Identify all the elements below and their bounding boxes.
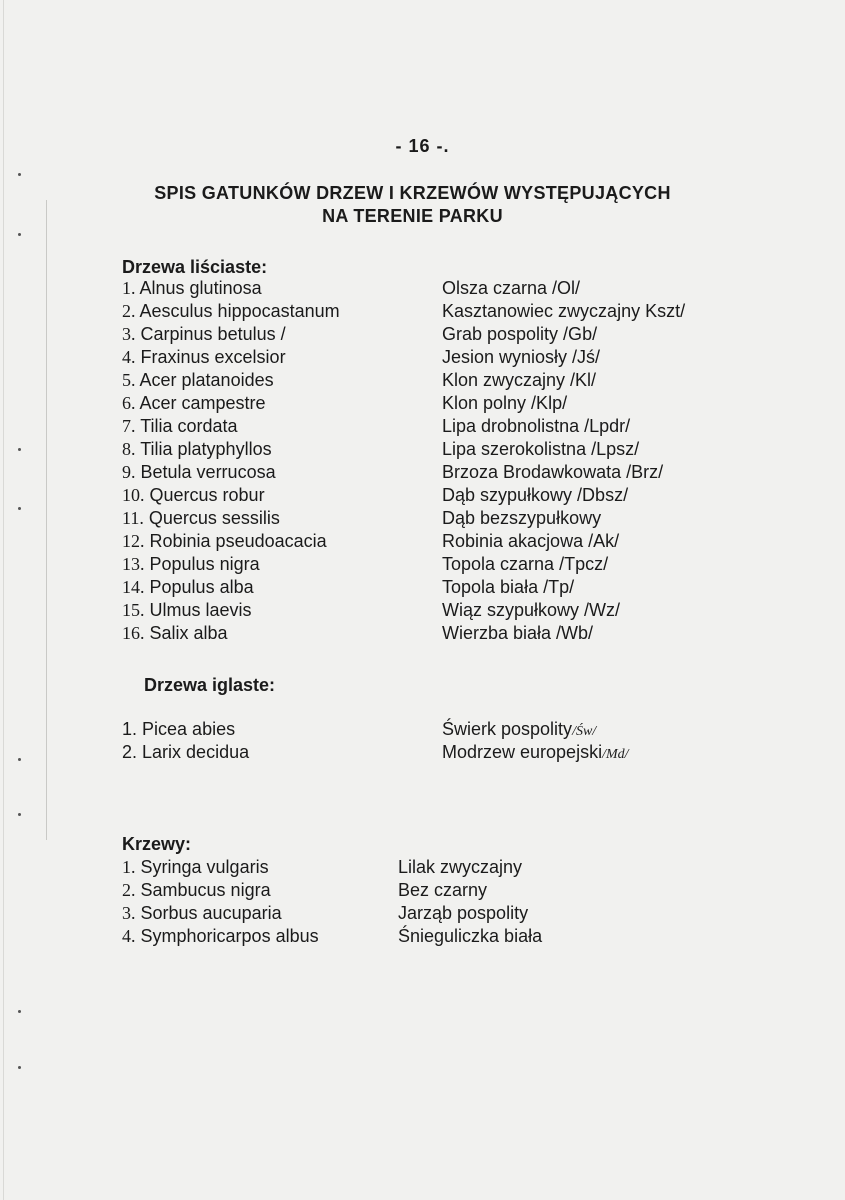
list-number: 9. (122, 462, 136, 482)
latin-name-text: Tilia platyphyllos (140, 439, 272, 459)
species-latin-name (122, 622, 228, 645)
page-number: - 16 -. (395, 136, 450, 156)
latin-name-text: Larix decidua (142, 742, 250, 762)
species-polish-name (398, 856, 522, 879)
species-latin-name (122, 346, 286, 369)
list-number: 2. (122, 742, 138, 762)
species-latin-name (122, 392, 266, 415)
list-number: 14. (122, 577, 145, 597)
species-polish-name (442, 461, 663, 484)
scan-speck (18, 813, 21, 816)
species-latin-name (122, 530, 327, 553)
document-subtitle: NA TERENIE PARKU (322, 206, 503, 226)
species-polish-name (442, 484, 628, 507)
species-latin-name (122, 277, 262, 300)
list-number: 13. (122, 554, 145, 574)
list-number: 11. (122, 508, 144, 528)
list-number: 5. (122, 370, 136, 390)
latin-name-text: Tilia cordata (140, 416, 238, 436)
scan-speck (18, 448, 21, 451)
species-latin-name (122, 599, 252, 622)
latin-name-text: Populus nigra (149, 554, 260, 574)
polish-name-text: Jesion wyniosły /Jś/ (442, 347, 601, 367)
polish-name-text: Świerk pospolity (442, 719, 573, 739)
species-polish-name (442, 300, 685, 323)
handwritten-abbreviation: /Św/ (572, 724, 597, 739)
latin-name-text: Robinia pseudoacacia (149, 531, 327, 551)
latin-name-text: Fraxinus excelsior (140, 347, 286, 367)
polish-name-text: Lipa drobnolistna /Lpdr/ (442, 416, 631, 436)
list-number: 8. (122, 439, 136, 459)
species-polish-name (442, 323, 597, 346)
polish-name-text: Grab pospolity /Gb/ (442, 324, 598, 344)
polish-name-text: Topola biała /Tp/ (442, 577, 575, 597)
list-number: 4. (122, 347, 136, 367)
latin-name-text: Quercus robur (149, 485, 265, 505)
polish-name-text: Brzoza Brodawkowata /Brz/ (442, 462, 664, 482)
species-polish-name (398, 902, 528, 925)
latin-name-text: Acer platanoides (139, 370, 274, 390)
polish-name-text: Klon polny /Klp/ (442, 393, 568, 413)
section-heading-shrubs: Krzewy: (122, 834, 192, 854)
species-polish-name (442, 369, 596, 392)
latin-name-text: Betula verrucosa (140, 462, 276, 482)
species-latin-name (122, 369, 274, 392)
list-number: 3. (122, 324, 136, 344)
species-latin-name (122, 507, 280, 530)
scan-speck (18, 173, 21, 176)
species-polish-name (442, 741, 629, 766)
polish-name-text: Śnieguliczka biała (398, 926, 543, 946)
latin-name-text: Picea abies (142, 719, 236, 739)
polish-name-text: Dąb szypułkowy /Dbsz/ (442, 485, 629, 505)
species-polish-name (442, 392, 567, 415)
species-latin-name (122, 925, 319, 948)
species-latin-name (122, 461, 276, 484)
latin-name-text: Quercus sessilis (148, 508, 280, 528)
species-latin-name (122, 576, 254, 599)
list-number: 7. (122, 416, 136, 436)
list-number: 2. (122, 880, 136, 900)
list-number: 15. (122, 600, 145, 620)
section-heading-conifers: Drzewa iglaste: (144, 675, 276, 695)
species-latin-name (122, 300, 340, 323)
species-latin-name (122, 438, 272, 461)
species-polish-name (442, 530, 619, 553)
polish-name-text: Modrzew europejski (442, 742, 603, 762)
polish-name-text: Jarząb pospolity (398, 903, 529, 923)
list-number: 1. (122, 278, 136, 298)
species-polish-name (442, 718, 596, 743)
section-heading-deciduous: Drzewa liściaste: (122, 257, 268, 277)
polish-name-text: Topola czarna /Tpcz/ (442, 554, 609, 574)
species-latin-name (122, 741, 249, 764)
scan-speck (18, 507, 21, 510)
species-latin-name (122, 879, 271, 902)
polish-name-text: Olsza czarna /Ol/ (442, 278, 581, 298)
species-latin-name (122, 718, 235, 741)
polish-name-text: Wierzba biała /Wb/ (442, 623, 594, 643)
species-latin-name (122, 323, 286, 346)
document-title: SPIS GATUNKÓW DRZEW I KRZEWÓW WYSTĘPUJĄCYCH (154, 183, 671, 203)
species-polish-name (442, 622, 593, 645)
species-polish-name (398, 925, 542, 948)
scan-edge-line (3, 0, 4, 1200)
list-number: 2. (122, 301, 136, 321)
handwritten-abbreviation: /Md/ (602, 747, 629, 762)
polish-name-text: Robinia akacjowa /Ak/ (442, 531, 620, 551)
latin-name-text: Symphoricarpos albus (140, 926, 319, 946)
latin-name-text: Alnus glutinosa (139, 278, 262, 298)
polish-name-text: Kasztanowiec zwyczajny Kszt/ (442, 301, 686, 321)
species-latin-name (122, 415, 238, 438)
latin-name-text: Syringa vulgaris (140, 857, 269, 877)
scan-speck (18, 758, 21, 761)
scan-speck (18, 1066, 21, 1069)
list-number: 12. (122, 531, 145, 551)
latin-name-text: Acer campestre (139, 393, 266, 413)
latin-name-text: Populus alba (149, 577, 254, 597)
species-polish-name (442, 346, 600, 369)
scan-speck (18, 1010, 21, 1013)
species-latin-name (122, 856, 269, 879)
latin-name-text: Sambucus nigra (140, 880, 271, 900)
species-polish-name (442, 507, 601, 530)
polish-name-text: Lipa szerokolistna /Lpsz/ (442, 439, 640, 459)
list-number: 10. (122, 485, 145, 505)
list-number: 4. (122, 926, 136, 946)
species-polish-name (442, 576, 574, 599)
list-number: 1. (122, 857, 136, 877)
species-polish-name (398, 879, 487, 902)
latin-name-text: Salix alba (149, 623, 228, 643)
species-polish-name (442, 415, 630, 438)
latin-name-text: Carpinus betulus / (140, 324, 286, 344)
species-latin-name (122, 902, 282, 925)
latin-name-text: Aesculus hippocastanum (139, 301, 340, 321)
species-latin-name (122, 484, 265, 507)
polish-name-text: Klon zwyczajny /Kl/ (442, 370, 597, 390)
species-polish-name (442, 277, 580, 300)
list-number: 16. (122, 623, 145, 643)
polish-name-text: Dąb bezszypułkowy (442, 508, 602, 528)
scan-speck (18, 233, 21, 236)
list-number: 3. (122, 903, 136, 923)
species-polish-name (442, 438, 639, 461)
species-polish-name (442, 599, 620, 622)
polish-name-text: Wiąz szypułkowy /Wz/ (442, 600, 621, 620)
polish-name-text: Lilak zwyczajny (398, 857, 523, 877)
species-polish-name (442, 553, 608, 576)
species-latin-name (122, 553, 260, 576)
list-number: 6. (122, 393, 136, 413)
latin-name-text: Sorbus aucuparia (140, 903, 282, 923)
polish-name-text: Bez czarny (398, 880, 488, 900)
latin-name-text: Ulmus laevis (149, 600, 252, 620)
list-number: 1. (122, 719, 138, 739)
scan-fold-line (46, 200, 47, 840)
